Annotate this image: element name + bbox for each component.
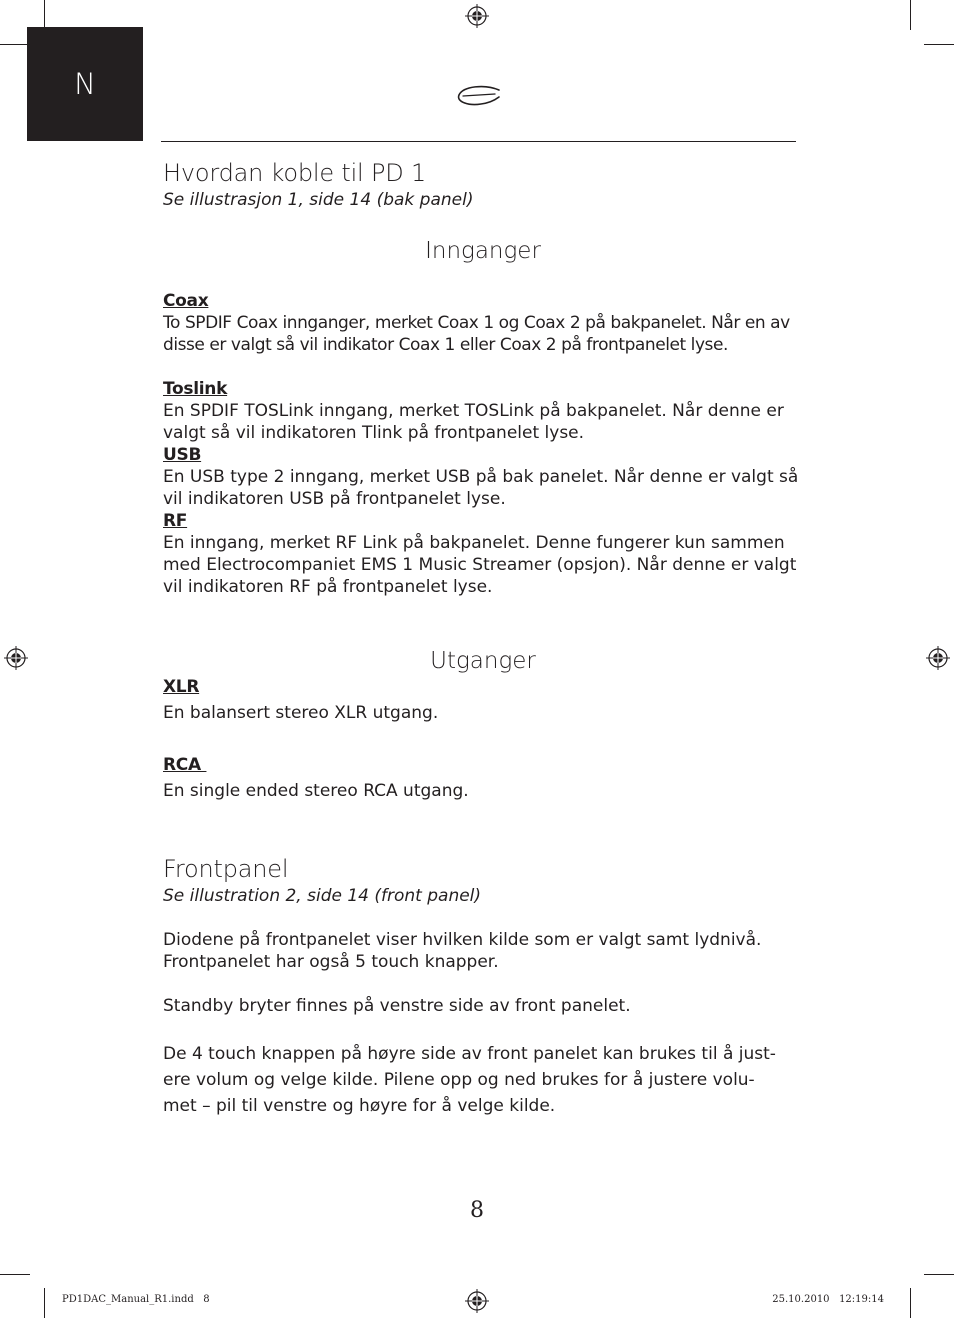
registration-mark-icon	[4, 646, 28, 670]
slug-timestamp: 25.10.2010 12:19:14	[772, 1294, 884, 1305]
output-text-rca: En single ended stereo RCA utgang.	[163, 781, 469, 801]
crop-mark	[924, 44, 954, 45]
crop-mark	[924, 1274, 954, 1275]
input-text-toslink: En SPDIF TOSLink inngang, merket TOSLink på bakpanelet. Når denne er valgt så vil indikatoren Tlink på frontpanelet lyse.	[163, 401, 784, 443]
registration-mark-icon	[926, 646, 950, 670]
crop-mark	[44, 0, 45, 30]
crop-mark	[910, 1288, 911, 1318]
crop-mark	[910, 0, 911, 30]
crop-mark	[44, 1288, 45, 1318]
page-title: Hvordan koble til PD 1	[163, 159, 427, 187]
frontpanel-paragraph: Diodene på frontpanelet viser hvilken kilde som er valgt samt lydnivå. Frontpanelet har også 5 touch knapper.	[163, 930, 762, 972]
output-text-xlr: En balansert stereo XLR utgang.	[163, 703, 439, 723]
input-label-coax: Coax	[163, 291, 209, 311]
registration-mark-icon	[465, 1289, 489, 1313]
input-label-usb: USB	[163, 445, 202, 465]
crop-mark	[0, 44, 30, 45]
crop-mark	[0, 1274, 30, 1275]
input-text-coax: To SPDIF Coax innganger, merket Coax 1 og Coax 2 på bakpanelet. Når en av disse er valgt så vil indikator Coax 1 eller Coax 2 på frontpanelet lyse.	[163, 313, 790, 355]
frontpanel-paragraph: Standby bryter finnes på venstre side av front panelet.	[163, 996, 631, 1016]
output-label-xlr: XLR	[163, 677, 200, 697]
header-rule	[161, 141, 796, 142]
page-content	[163, 158, 803, 1119]
outputs-heading: Utganger	[430, 648, 536, 674]
frontpanel-heading: Frontpanel	[163, 855, 289, 883]
input-label-toslink: Toslink	[163, 379, 228, 399]
slug-filename: PD1DAC_Manual_R1.indd 8	[62, 1294, 210, 1305]
inputs-heading: Innganger	[425, 238, 541, 264]
registration-mark-icon	[465, 4, 489, 28]
output-label-rca: RCA	[163, 755, 207, 775]
page-number: 8	[470, 1198, 484, 1223]
frontpanel-paragraph: De 4 touch knappen på høyre side av front panelet kan brukes til å just-ere volum og velge kilde. Pilene opp og ned brukes for å justere volu-met – pil til venstre og høyre for å velge kilde.	[163, 1044, 776, 1116]
input-label-rf: RF	[163, 511, 188, 531]
input-text-rf: En inngang, merket RF Link på bakpanelet. Denne fungerer kun sammen med Electrocompaniet EMS 1 Music Streamer (opsjon). Når denne er valgt vil indikatoren RF på frontpanelet lyse.	[163, 533, 797, 597]
input-text-usb: En USB type 2 inngang, merket USB på bak panelet. Når denne er valgt så vil indikatoren USB på frontpanelet lyse.	[163, 467, 799, 509]
brand-logo-icon	[455, 84, 503, 108]
frontpanel-subtitle: Se illustration 2, side 14 (front panel)	[163, 886, 482, 906]
language-tab: N	[27, 27, 143, 141]
page-subtitle: Se illustrasjon 1, side 14 (bak panel)	[163, 190, 474, 210]
